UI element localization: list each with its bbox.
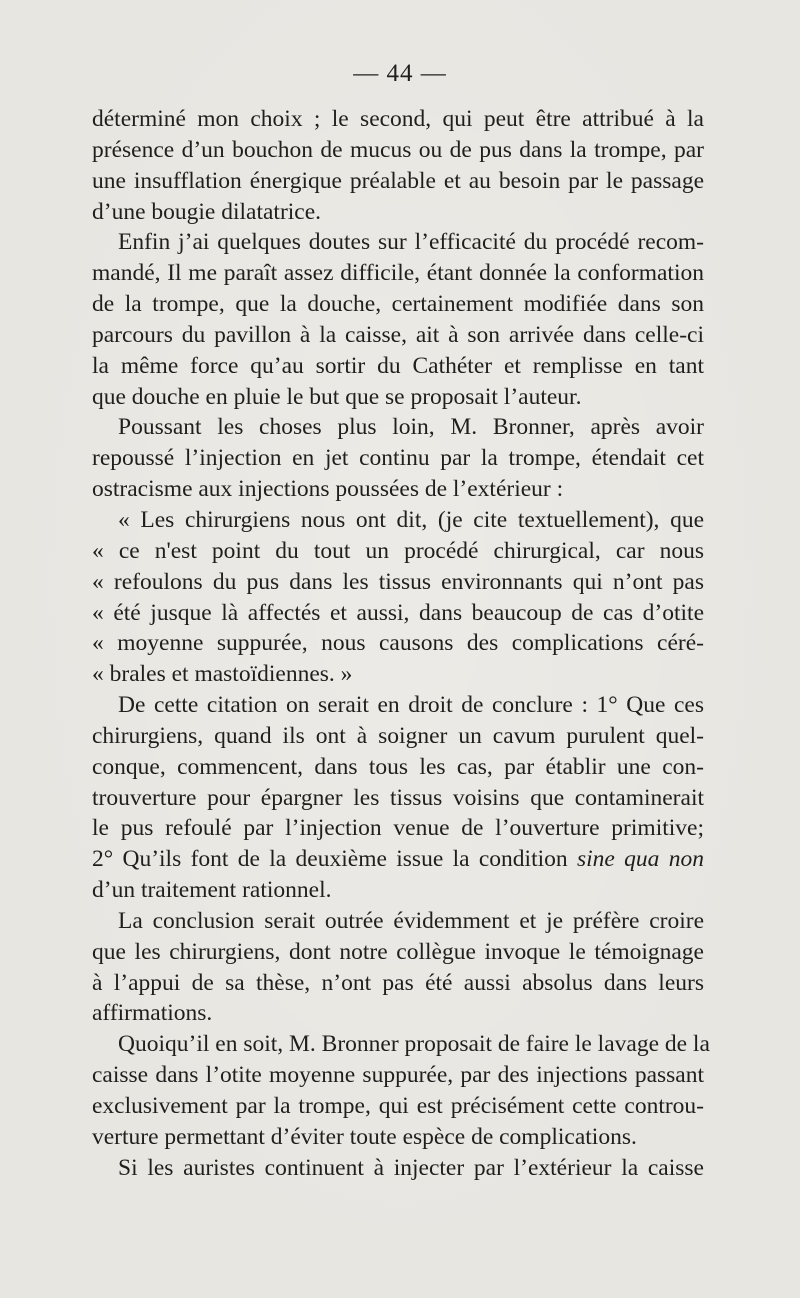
text-line-content: d’un traitement rationnel. <box>92 877 332 904</box>
text-line-content: Poussant les choses plus loin, M. Bronner, après avoir <box>118 414 704 441</box>
text-line-content: verture permettant d’éviter toute espèce de complications. <box>92 1123 637 1150</box>
text-line <box>92 752 704 783</box>
text-line-content: caisse dans l’otite moyenne suppurée, par des injections passant <box>92 1062 704 1089</box>
text-line <box>92 690 704 721</box>
text-line <box>92 567 704 598</box>
text-line <box>92 1153 704 1184</box>
text-line <box>92 628 704 659</box>
text-line-content: trouverture pour épargner les tissus voisins que contaminerait <box>92 784 704 811</box>
text-line-content: De cette citation on serait en droit de conclure : 1° Que ces <box>118 692 704 719</box>
text-line <box>92 289 704 320</box>
text-line-content: Quoiqu’il en soit, M. Bronner proposait de faire le lavage de la <box>118 1031 710 1058</box>
text-line <box>92 1029 710 1060</box>
text-line-content: à l’appui de sa thèse, n’ont pas été aussi absolus dans leurs <box>92 969 704 996</box>
text-line-content: « été jusque là affectés et aussi, dans beaucoup de cas d’otite <box>92 599 704 626</box>
text-line <box>92 412 704 443</box>
text-line <box>92 783 704 814</box>
text-line-content: « Les chirurgiens nous ont dit, (je cite textuellement), que <box>118 506 704 533</box>
text-line-content: de la trompe, que la douche, certainement modifiée dans son <box>92 291 704 318</box>
text-line-content: la même force qu’au sortir du Cathéter et remplisse en tant <box>92 352 704 379</box>
text-line-content: Si les auristes continuent à injecter par l’extérieur la caisse <box>118 1154 704 1181</box>
text-line-content: présence d’un bouchon de mucus ou de pus dans la trompe, par <box>92 136 704 163</box>
text-line <box>92 998 704 1029</box>
text-line <box>92 505 704 536</box>
text-line-content: une insufflation énergique préalable et au besoin par le passage <box>92 167 704 194</box>
text-line-content: 2° Qu’ils font de la deuxième issue la condition <box>92 846 577 873</box>
text-line-content: « moyenne suppurée, nous causons des complications céré- <box>92 630 704 657</box>
text-line <box>92 844 704 875</box>
text-line <box>92 937 704 968</box>
text-line-content: affirmations. <box>92 1000 213 1027</box>
text-line <box>92 135 704 166</box>
text-line <box>92 104 704 135</box>
text-line <box>92 906 704 937</box>
text-line-content: conque, commencent, dans tous les cas, par établir une con- <box>92 753 704 780</box>
text-line-content: chirurgiens, quand ils ont à soigner un cavum purulent quel- <box>92 722 704 749</box>
page-number: — 44 — <box>353 60 447 87</box>
text-line-content: « refoulons du pus dans les tissus environnants qui n’ont pas <box>92 568 704 595</box>
italic-phrase: sine qua non <box>576 846 705 873</box>
text-line-content: ostracisme aux injections poussées de l’extérieur : <box>92 476 564 503</box>
text-line <box>92 351 704 382</box>
body-text <box>92 104 710 1184</box>
text-line <box>92 1091 704 1122</box>
text-line <box>92 968 704 999</box>
text-line-content: repoussé l’injection en jet continu par la trompe, étendait cet <box>92 445 704 472</box>
text-line-content: mandé, Il me paraît assez difficile, étant donnée la conformation <box>92 260 704 287</box>
text-line-content: parcours du pavillon à la caisse, ait à son arrivée dans celle-ci <box>92 321 704 348</box>
text-line <box>92 382 704 413</box>
text-line-content: « brales et mastoïdiennes. » <box>92 661 353 688</box>
text-line-content: Enfin j’ai quelques doutes sur l’efficacité du procédé recom- <box>118 229 704 256</box>
text-line <box>92 1122 704 1153</box>
text-line-content: que douche en pluie le but que se proposait l’auteur. <box>92 383 582 410</box>
text-line <box>92 258 704 289</box>
text-line <box>92 536 704 567</box>
text-line-content: « ce n'est point du tout un procédé chirurgical, car nous <box>92 537 704 564</box>
text-line <box>92 227 704 258</box>
text-line <box>92 875 704 906</box>
text-line-content: exclusivement par la trompe, qui est précisément cette controu- <box>92 1093 704 1119</box>
text-line <box>92 320 704 351</box>
text-line <box>92 721 704 752</box>
text-line <box>92 443 704 474</box>
text-line-content: d’une bougie dilatatrice. <box>92 198 322 225</box>
text-line <box>92 659 704 690</box>
text-line <box>92 598 704 629</box>
text-line-content: déterminé mon choix ; le second, qui peut être attribué à la <box>92 106 704 132</box>
text-line-content: que les chirurgiens, dont notre collègue invoque le témoignage <box>92 938 704 965</box>
text-line-content: le pus refoulé par l’injection venue de l’ouverture primitive; <box>92 815 704 842</box>
text-line-content: La conclusion serait outrée évidemment et je préfère croire <box>118 907 704 934</box>
text-line <box>92 197 704 228</box>
text-line <box>92 813 704 844</box>
text-line <box>92 166 704 197</box>
text-line <box>92 1060 704 1091</box>
text-line <box>92 474 704 505</box>
